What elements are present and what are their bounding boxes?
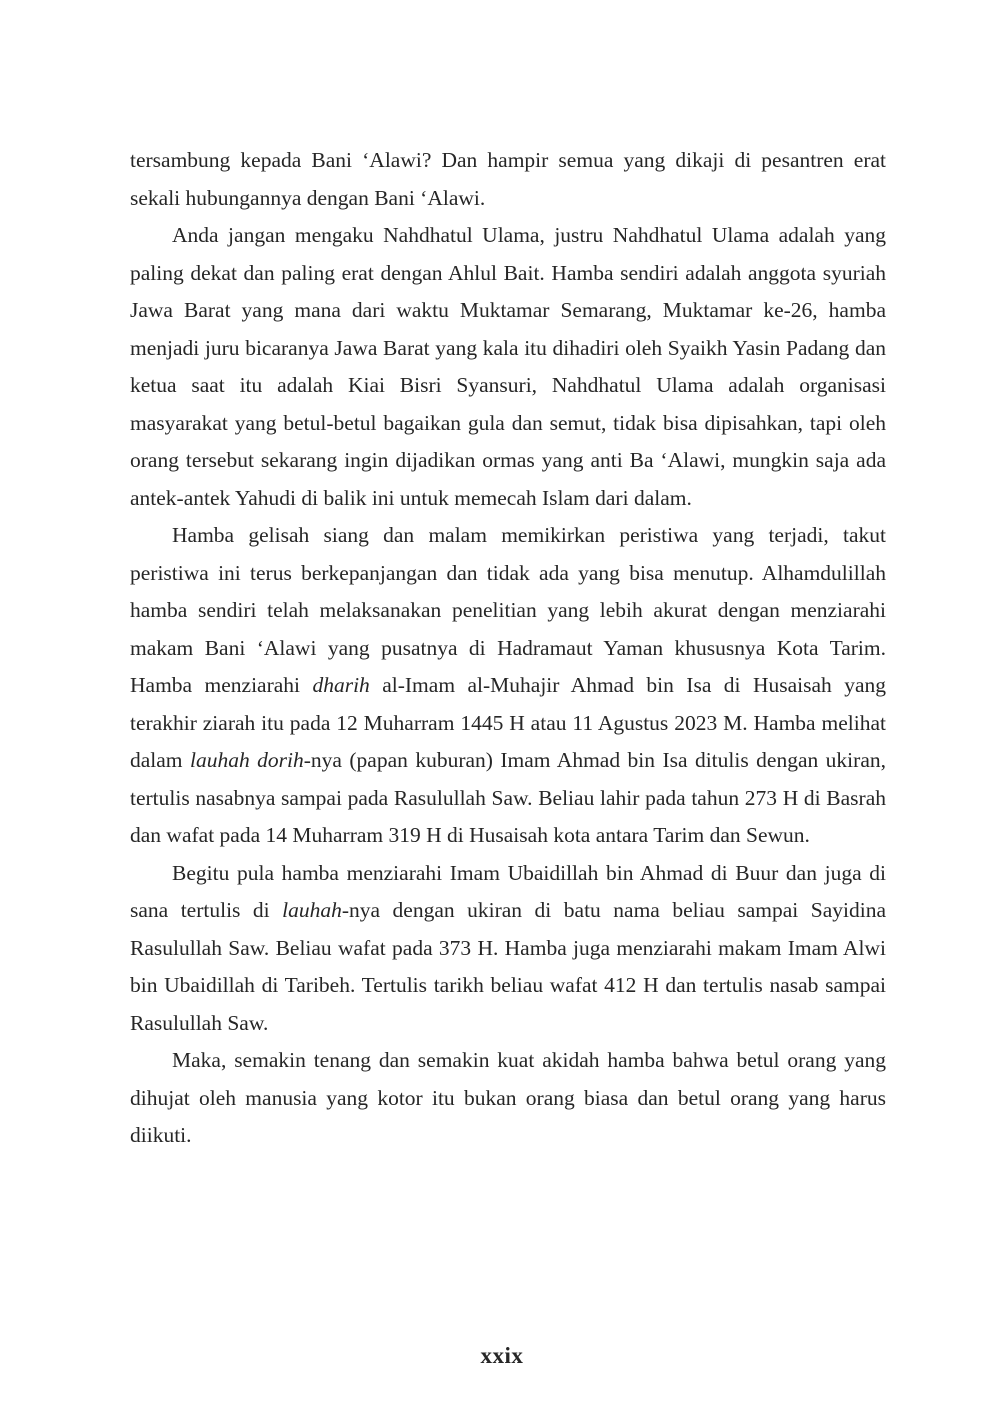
paragraph-4	[130, 855, 886, 1043]
paragraph-text: -nya dengan ukiran di batu nama beliau sampai Sayidina Rasulullah Saw. Beliau wafat pada 373 H. Hamba juga menziarahi makam Imam Alwi bin Ubaidillah di Taribeh. Tertulis tarikh beliau wafat 412 H dan tertulis nasab sampai Rasulullah Saw.	[130, 898, 886, 1035]
paragraph-5	[130, 1042, 886, 1155]
page-number: xxix	[480, 1343, 524, 1368]
paragraph-text: Maka, semakin tenang dan semakin kuat akidah hamba bahwa betul orang yang dihujat oleh manusia yang kotor itu bukan orang biasa dan betul orang yang harus diikuti.	[130, 1048, 886, 1147]
italic-term-lauhah: lauhah	[282, 898, 342, 922]
paragraph-1	[130, 142, 886, 217]
italic-term-dharih: dharih	[312, 673, 370, 697]
paragraph-text: -nya (papan kuburan) Imam Ahmad bin Isa ditulis dengan ukiran, tertulis nasabnya sampai pada Rasulullah Saw. Beliau lahir pada tahun 273 H di Basrah dan wafat pada 14 Muharram 319 H di Husaisah kota antara Tarim dan Sewun.	[130, 748, 886, 847]
paragraph-text: al-Imam al-Muhajir Ahmad bin Isa di Husaisah yang terakhir ziarah itu pada 12 Muharram 1445 H atau 11 Agustus 2023 M. Hamba melihat dalam	[130, 673, 886, 772]
italic-term-lauhah-dorih: lauhah dorih	[189, 748, 304, 772]
paragraph-text: Anda jangan mengaku Nahdhatul Ulama, justru Nahdhatul Ulama adalah yang paling dekat dan paling erat dengan Ahlul Bait. Hamba sendiri adalah anggota syuriah Jawa Barat yang mana dari waktu Muktamar Semarang, Muktamar ke-26, hamba menjadi juru bicaranya Jawa Barat yang kala itu dihadiri oleh Syaikh Yasin Padang dan ketua saat itu adalah Kiai Bisri Syansuri, Nahdhatul Ulama adalah organisasi masyarakat yang betul-betul bagaikan gula dan semut, tidak bisa dipisahkan, tapi oleh orang tersebut sekarang ingin dijadikan ormas yang anti Ba ‘Alawi, mungkin saja ada antek-antek Yahudi di balik ini untuk memecah Islam dari dalam.	[130, 223, 886, 510]
paragraph-3	[130, 517, 886, 855]
page-body	[130, 142, 886, 1155]
paragraph-text: tersambung kepada Bani ‘Alawi? Dan hampir semua yang dikaji di pesantren erat sekali hubungannya dengan Bani ‘Alawi.	[130, 148, 886, 210]
paragraph-text: Begitu pula hamba menziarahi Imam Ubaidillah bin Ahmad di Buur dan juga di sana tertulis di	[130, 860, 886, 922]
paragraph-text: Hamba gelisah siang dan malam memikirkan peristiwa yang terjadi, takut peristiwa ini terus berkepanjangan dan tidak ada yang bisa menutup. Alhamdulillah hamba sendiri telah melaksanakan penelitian yang lebih akurat dengan menziarahi makam Bani ‘Alawi yang pusatnya di Hadramaut Yaman khususnya Kota Tarim. Hamba menziarahi	[130, 523, 886, 697]
paragraph-2	[130, 217, 886, 517]
